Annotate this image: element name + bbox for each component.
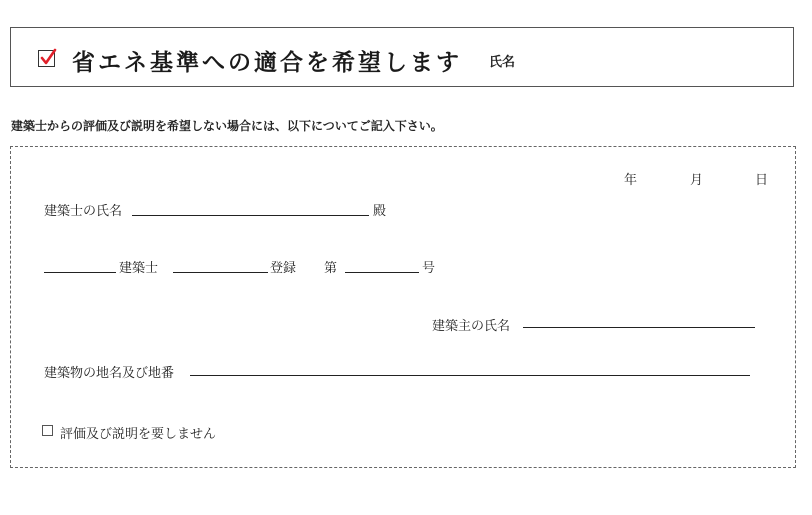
instruction-note: 建築士からの評価及び説明を希望しない場合には、以下についてご記入下さい。 bbox=[11, 119, 443, 133]
owner-name-field[interactable] bbox=[523, 327, 755, 328]
registration-field[interactable] bbox=[173, 272, 268, 273]
date-day-label: 日 bbox=[755, 173, 769, 188]
building-address-field[interactable] bbox=[190, 375, 750, 376]
architect-class-field[interactable] bbox=[44, 272, 116, 273]
decline-label: 評価及び説明を要しません bbox=[60, 427, 217, 442]
date-month-label: 月 bbox=[690, 173, 704, 188]
architect-name-field[interactable] bbox=[132, 215, 369, 216]
form-box bbox=[10, 146, 796, 468]
building-address-label: 建築物の地名及び地番 bbox=[44, 366, 175, 381]
date-year-label: 年 bbox=[624, 173, 638, 188]
registration-number-field[interactable] bbox=[345, 272, 419, 273]
decline-checkbox[interactable] bbox=[42, 425, 53, 436]
gou-label: 号 bbox=[422, 261, 436, 276]
dai-label: 第 bbox=[324, 261, 338, 276]
honorific-label: 殿 bbox=[373, 204, 387, 219]
architect-class-label: 建築士 bbox=[119, 261, 159, 276]
check-mark-icon bbox=[38, 50, 55, 67]
name-label: 氏名 bbox=[489, 55, 516, 70]
page-title: 省エネ基準への適合を希望します bbox=[72, 50, 462, 76]
owner-name-label: 建築主の氏名 bbox=[432, 319, 511, 334]
registration-label: 登録 bbox=[270, 261, 297, 276]
architect-name-label: 建築士の氏名 bbox=[44, 204, 123, 219]
